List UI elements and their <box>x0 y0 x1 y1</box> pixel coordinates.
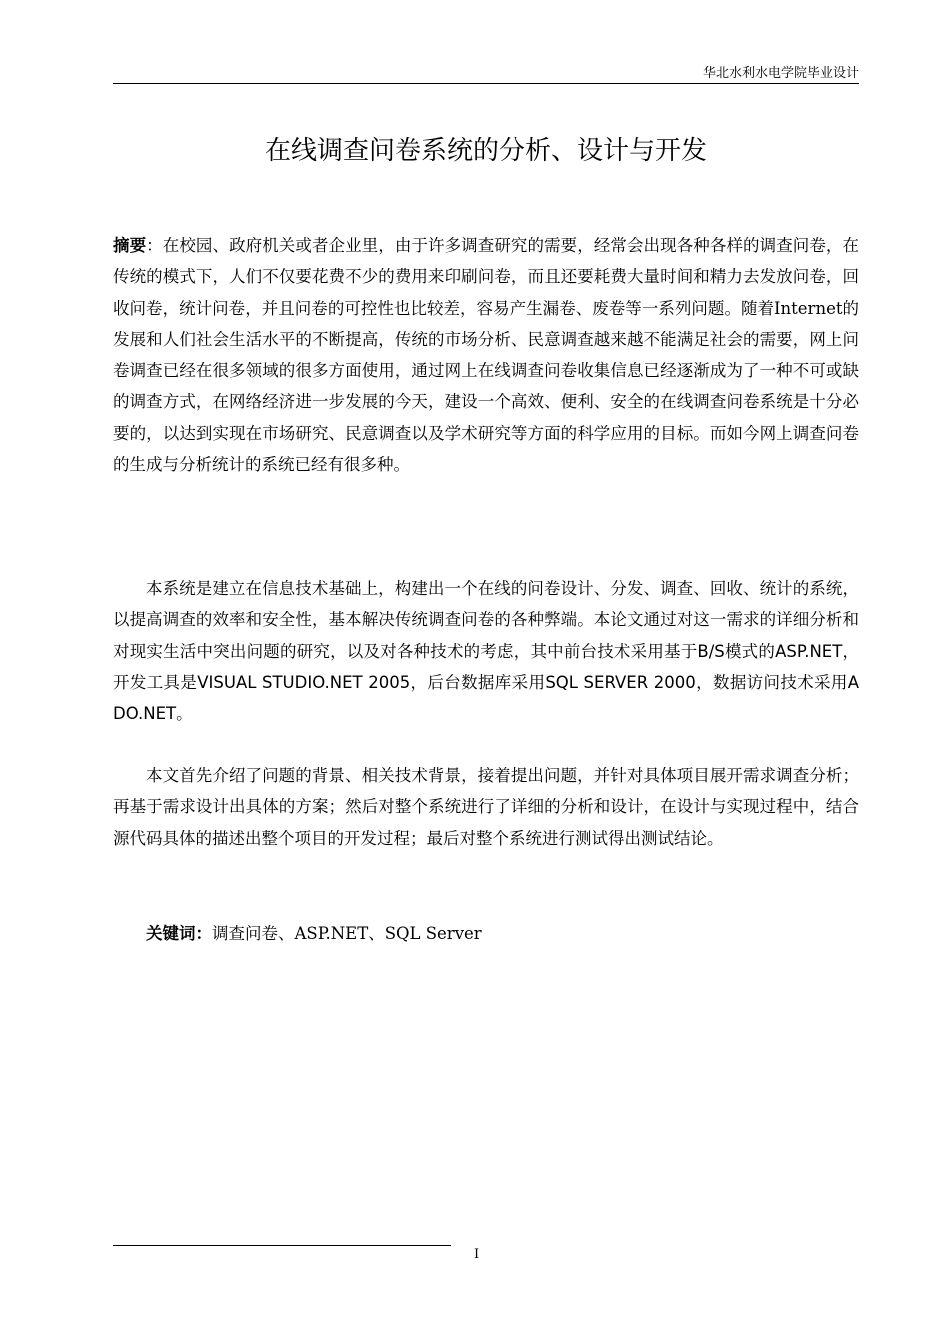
keywords-text: 调查问卷、ASP.NET、SQL Server <box>212 924 482 943</box>
tech-bs: B/S <box>697 641 725 661</box>
keywords-line <box>113 918 859 949</box>
keywords-label: 关键词： <box>146 924 212 943</box>
overview-text-4: ，后台数据库采用 <box>410 672 546 692</box>
document-title: 在线调查问卷系统的分析、设计与开发 <box>264 136 707 166</box>
tech-ado-net: ADO.NET <box>113 672 860 724</box>
footnote-rule <box>113 1245 451 1246</box>
overview-text-1: 本系统是建立在信息技术基础上，构建出一个在线的问卷设计、分发、调查、回收、统计的系统，以提高调查的效率和安全性，基本解决传统调查问卷的各种弊端。本论文通过对这一需求的详细分析和对现实生活中突出问题的研究，以及对各种技术的考虑，其中前台技术采用基于 <box>113 579 859 661</box>
overview-text-3: ，开发工具是 <box>113 641 860 692</box>
system-overview-paragraph <box>113 573 859 729</box>
overview-text-2: 模式的 <box>724 641 776 661</box>
tech-sql-server: SQL SERVER 2000 <box>545 672 696 692</box>
abstract-label: 摘要 <box>113 236 147 255</box>
structure-paragraph: 本文首先介绍了问题的背景、相关技术背景，接着提出问题，并针对具体项目展开需求调查分析；再基于需求设计出具体的方案；然后对整个系统进行了详细的分析和设计，在设计与实现过程中，结合源代码具体的描述出整个项目的开发过程；最后对整个系统进行测试得出测试结论。 <box>113 766 859 848</box>
abstract-paragraph <box>113 230 859 480</box>
abstract-text: ：在校园、政府机关或者企业里，由于许多调查研究的需要，经常会出现各种各样的调查问卷，在传统的模式下，人们不仅要花费不少的费用来印刷问卷，而且还要耗费大量时间和精力去发放问卷，回收问卷，统计问卷，并且问卷的可控性也比较差，容易产生漏卷、废卷等一系列问题。随着Internet的发展和人们社会生活水平的不断提高，传统的市场分析、民意调查越来越不能满足社会的需要，网上问卷调查已经在很多领域的很多方面使用，通过网上在线调查问卷收集信息已经逐渐成为了一种不可或缺的调查方式，在网络经济进一步发展的今天，建设一个高效、便利、安全的在线调查问卷系统是十分必要的，以达到实现在市场研究、民意调查以及学术研究等方面的科学应用的目标。而如今网上调查问卷的生成与分析统计的系统已经有很多种。 <box>113 236 860 475</box>
tech-visual-studio: VISUAL STUDIO.NET 2005 <box>197 672 411 692</box>
overview-text-6: 。 <box>176 704 193 724</box>
page-number: I <box>474 1247 480 1262</box>
overview-text-5: ，数据访问技术采用 <box>695 672 848 692</box>
page-header-institution: 华北水利水电学院毕业设计 <box>702 66 859 81</box>
header-rule <box>113 83 859 84</box>
tech-aspnet: ASP.NET <box>775 641 843 661</box>
